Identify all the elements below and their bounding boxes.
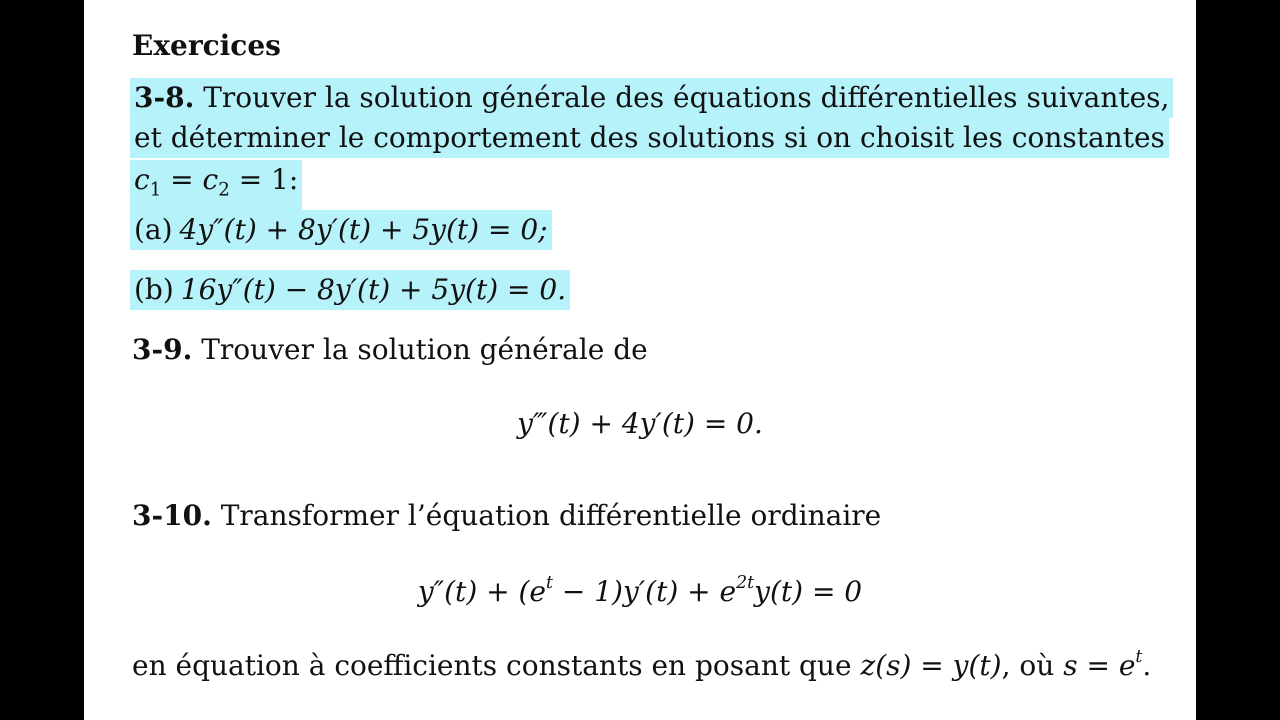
exercise-3-10 [132,496,881,536]
part-b-equation: 16y″(t) − 8y′(t) + 5y(t) = 0. [180,273,567,306]
equation-part: − 1)y′(t) + e [552,575,737,608]
constants-condition [130,160,302,210]
exercise-number: 3-9. [132,333,193,366]
subscript-1: 1 [149,179,162,201]
exercise-number: 3-10. [132,499,212,532]
exercise-3-8-line1 [130,78,1173,118]
section-heading: Exercices [132,29,281,62]
equation-3-9: y‴(t) + 4y′(t) = 0. [517,407,763,440]
exercise-number: 3-8. [134,81,195,114]
document-page [84,0,1196,720]
part-b [130,270,570,310]
footer-math: s = e [1063,649,1136,682]
constant-c1: c [134,163,150,196]
exponent: t [546,572,553,593]
equals-sign: = [161,163,203,196]
footer-text: en équation à coefficients constants en posant que [132,649,861,682]
footer-text: , où [1001,649,1064,682]
exponent: 2t [736,572,755,593]
equation-part: y″(t) + (e [417,575,546,608]
equation-part: y(t) = 0 [754,575,863,608]
footer-period: . [1142,649,1152,682]
exercise-text: Transformer l’équation différentielle ordinaire [220,499,882,532]
part-a-equation: 4y″(t) + 8y′(t) + 5y(t) = 0; [179,213,548,246]
constant-c2: c [202,163,219,196]
footer-math: z(s) = y(t) [860,649,1002,682]
exercise-3-9 [132,330,648,370]
subscript-2: 2 [218,179,230,201]
part-b-label: (b) [134,273,174,306]
equals-one: = 1: [229,163,299,196]
exercise-3-10-footer [132,646,1151,686]
equation-3-10 [84,572,1196,612]
exercise-text: Trouver la solution générale de [201,333,648,366]
part-a [130,210,552,250]
part-a-label: (a) [134,213,173,246]
exercise-3-8-line2: et déterminer le comportement des solutions si on choisit les constantes [130,118,1169,158]
exponent: t [1135,646,1143,667]
exercise-text: Trouver la solution générale des équations différentielles suivantes, [203,81,1170,114]
